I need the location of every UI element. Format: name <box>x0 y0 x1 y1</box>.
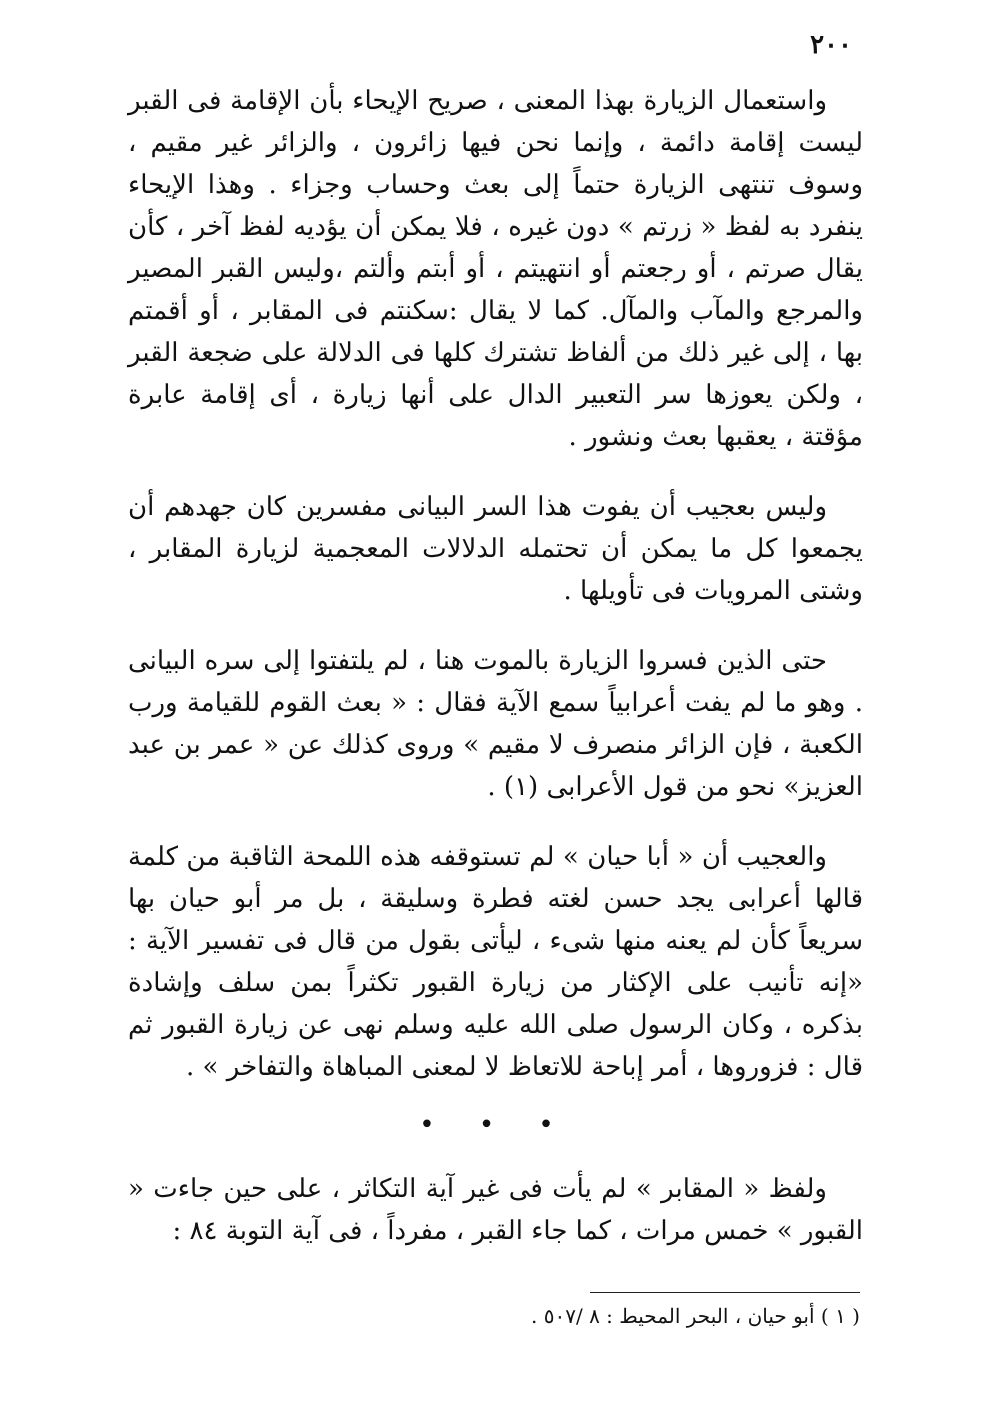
footnote-divider <box>590 1292 860 1293</box>
body-text <box>128 80 863 1252</box>
section-separator: • • • <box>419 1110 572 1140</box>
page-number: ٢٠٠ <box>810 30 852 60</box>
footnote: ( ١ ) أبو حيان ، البحر المحيط : ٨ /٥٠٧ . <box>531 1304 860 1328</box>
paragraph-4: والعجيب أن « أبا حيان » لم تستوقفه هذه اللمحة الثاقبة من كلمة قالها أعرابى يجد حسن لغته فطرة وسليقة ، بل مر أبو حيان بها سريعاً كأن لم يعنه منها شىء ، ليأتى بقول من قال فى تفسير الآية : «إنه تأنيب على الإكثار من زيارة القبور تكثراً بمن سلف وإشادة بذكره ، وكان الرسول صلى الله عليه وسلم نهى عن زيارة القبور ثم قال : فزوروها ، أمر إباحة للاتعاظ لا لمعنى المباهاة والتفاخر » . <box>128 842 863 1082</box>
paragraph-1: واستعمال الزيارة بهذا المعنى ، صريح الإيحاء بأن الإقامة فى القبر ليست إقامة دائمة ، وإنما نحن فيها زائرون ، والزائر غير مقيم ، وسوف تنتهى الزيارة حتماً إلى بعث وحساب وجزاء . وهذا الإيحاء ينفرد به لفظ « زرتم » دون غيره ، فلا يمكن أن يؤديه لفظ آخر ، كأن يقال صرتم ، أو رجعتم أو انتهيتم ، أو أبتم وألتم ،وليس القبر المصير والمرجع والمآب والمآل. كما لا يقال :سكنتم فى المقابر ، أو أقمتم بها ، إلى غير ذلك من ألفاظ تشترك كلها فى الدلالة على ضجعة القبر ، ولكن يعوزها سر التعبير الدال على أنها زيارة ، أى إقامة عابرة مؤقتة ، يعقبها بعث ونشور . <box>128 86 863 452</box>
paragraph-5: ولفظ « المقابر » لم يأت فى غير آية التكاثر ، على حين جاءت « القبور » خمس مرات ، كما جاء القبر ، مفرداً ، فى آية التوبة ٨٤ : <box>128 1174 863 1246</box>
paragraph-2: وليس بعجيب أن يفوت هذا السر البيانى مفسرين كان جهدهم أن يجمعوا كل ما يمكن أن تحتمله الدلالات المعجمية لزيارة المقابر ، وشتى المرويات فى تأويلها . <box>128 492 863 606</box>
paragraph-3: حتى الذين فسروا الزيارة بالموت هنا ، لم يلتفتوا إلى سره البيانى . وهو ما لم يفت أعرابياً سمع الآية فقال : « بعث القوم للقيامة ورب الكعبة ، فإن الزائر منصرف لا مقيم » وروى كذلك عن « عمر بن عبد العزيز» نحو من قول الأعرابى (١) . <box>128 646 863 802</box>
